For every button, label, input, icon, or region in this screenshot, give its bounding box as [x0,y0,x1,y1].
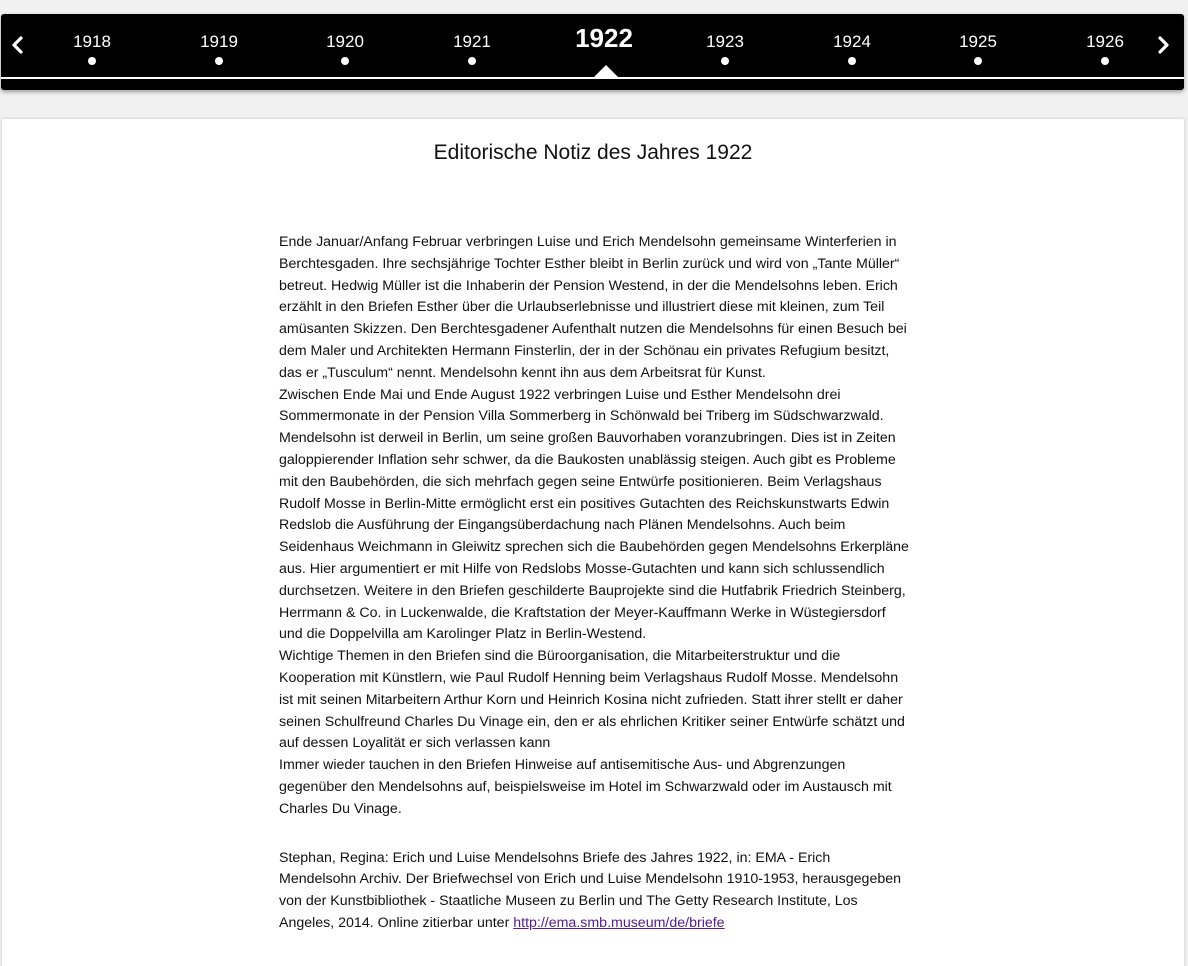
citation-text: Stephan, Regina: Erich und Luise Mendelsohns Briefe des Jahres 1922, in: EMA - Erich Mendelsohn Archiv. Der Briefwechsel von Erich und Luise Mendelsohn 1910-1953, herausgegeben von der Kunstbibliothek - Staatliche Museen zu Berlin und The Getty Research Institute, Los Angeles, 2014. Online zitierbar unter [279,849,902,931]
page-title: Editorische Notiz des Jahres 1922 [433,141,753,164]
year-dot [1101,57,1109,65]
year-dot [974,57,982,65]
timeline-year-1919[interactable] [164,14,274,74]
timeline-year-1923[interactable] [670,14,780,74]
year-label-active: 1922 [575,23,633,53]
citation [279,848,911,935]
timeline-year-1920[interactable] [290,14,400,74]
year-label: 1919 [200,32,238,51]
timeline-year-1921[interactable] [417,14,527,74]
active-year-pointer [593,65,619,78]
note-paragraph: Wichtige Themen in den Briefen sind die Büroorganisation, die Mitarbeiterstruktur und die Kooperation mit Künstlern, wie Paul Rudolf Henning beim Verlagshaus Rudolf Mosse. Mendelsohn ist mit seinen Mitarbeitern Arthur Korn und Heinrich Kosina nicht zufrieden. Statt ihrer stellt er daher seinen Schulfreund Charles Du Vinage ein, den er als ehrlichen Kritiker seiner Entwürfe schätzt und auf dessen Loyalität er sich verlassen kann [279,648,905,752]
note-paragraph: Ende Januar/Anfang Februar verbringen Luise und Erich Mendelsohn gemeinsame Winterferien in Berchtesgaden. Ihre sechsjährige Tochter Esther bleibt in Berlin zurück und wird von „Tante Müller“ betreut. Hedwig Müller ist die Inhaberin der Pension Westend, in der die Mendelsohns leben. Erich erzählt in den Briefen Esther über die Urlaubserlebnisse und illustriert diese mit kleinen, zum Teil amüsanten Skizzen. Den Berchtesgadener Aufenthalt nutzen die Mendelsohns für einen Besuch bei dem Maler und Architekten Hermann Finsterlin, der in der Schönau ein privates Refugium besitzt, das er „Tusculum“ nennt. Mendelsohn kennt ihn aus dem Arbeitsrat für Kunst. [279,234,907,381]
year-dot [215,57,223,65]
content-card [2,119,1184,966]
year-dot [468,57,476,65]
year-dot [88,57,96,65]
year-label: 1924 [833,32,871,51]
timeline-year-1924[interactable] [797,14,907,74]
year-label: 1926 [1086,32,1124,51]
year-dot [721,57,729,65]
timeline-bar [1,14,1184,90]
timeline-year-1925[interactable] [923,14,1033,74]
timeline-year-1918[interactable] [37,14,147,74]
note-paragraph: Zwischen Ende Mai und Ende August 1922 verbringen Luise und Esther Mendelsohn drei Sommermonate in der Pension Villa Sommerberg in Schönwald bei Triberg im Südschwarzwald. Mendelsohn ist derweil in Berlin, um seine großen Bauvorhaben voranzubringen. Dies ist in Zeiten galoppierender Inflation sehr schwer, da die Baukosten unablässig steigen. Auch gibt es Probleme mit den Baubehörden, die sich mehrfach gegen seine Entwürfe positionieren. Beim Verlagshaus Rudolf Mosse in Berlin-Mitte ermöglicht erst ein positives Gutachten des Reichskunstwarts Edwin Redslob die Ausführung der Eingangsüberdachung nach Plänen Mendelsohns. Auch beim Seidenhaus Weichmann in Gleiwitz sprechen sich die Baubehörden gegen Mendelsohns Erkerpläne aus. Hier argumentiert er mit Hilfe von Redslobs Mosse-Gutachten und kann sich schlussendlich durchsetzen. Weitere in den Briefen geschilderte Bauprojekte sind die Hutfabrik Friedrich Steinberg, Herrmann & Co. in Luckenwalde, die Kraftstation der Meyer-Kauffmann Werke in Wüstegiersdorf und die Doppelvilla am Karolinger Platz in Berlin-Westend. [279,386,909,643]
year-label: 1921 [453,32,491,51]
year-label: 1918 [73,32,111,51]
note-body [279,232,911,935]
timeline-year-1926[interactable] [1050,14,1160,74]
chevron-right-icon[interactable] [1148,32,1178,58]
year-label: 1920 [326,32,364,51]
note-paragraph: Immer wieder tauchen in den Briefen Hinweise auf antisemitische Aus- und Abgrenzungen gegenüber den Mendelsohns auf, beispielsweise im Hotel im Schwarzwald oder im Austausch mit Charles Du Vinage. [279,757,892,817]
year-label: 1925 [959,32,997,51]
citation-link[interactable]: http://ema.smb.museum/de/briefe [513,914,725,931]
year-dot [341,57,349,65]
year-dot [848,57,856,65]
chevron-left-icon[interactable] [4,32,34,58]
year-label: 1923 [706,32,744,51]
